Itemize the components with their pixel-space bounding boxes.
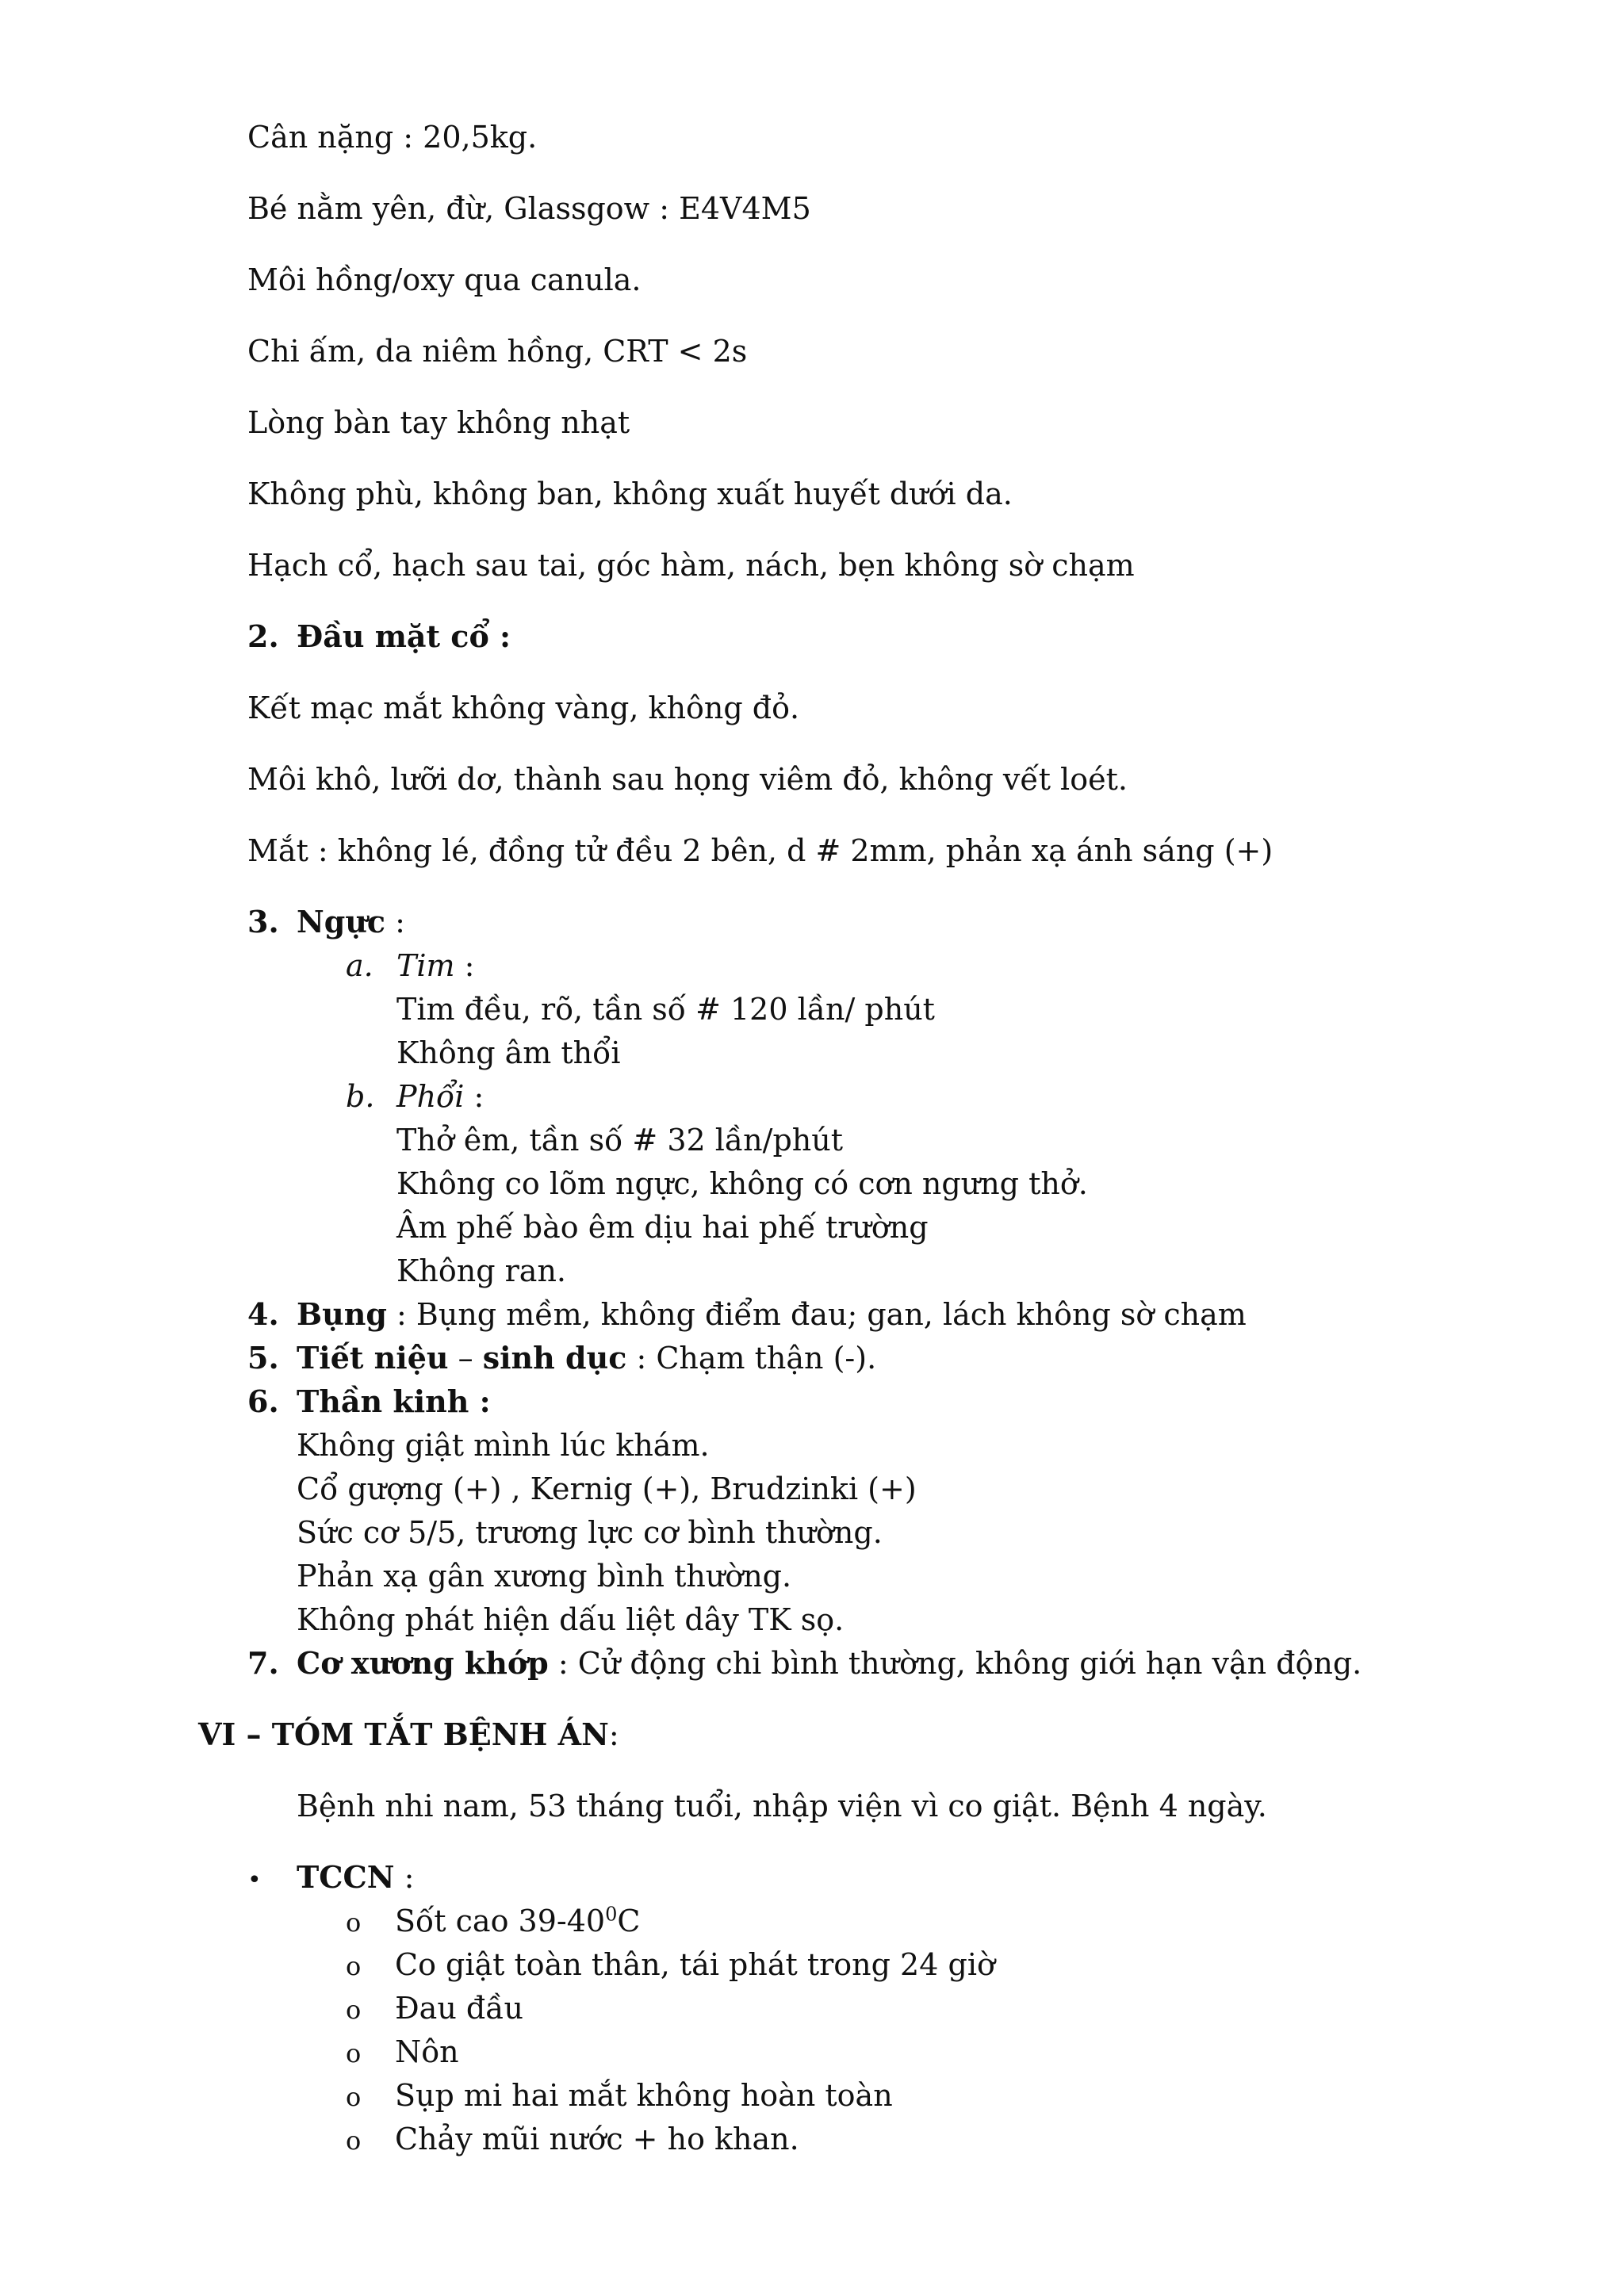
consciousness-line: Bé nằm yên, đừ, Glassgow : E4V4M5: [247, 191, 811, 226]
section-title: Bụng: [297, 1296, 387, 1332]
section-title: Thần kinh :: [297, 1383, 491, 1419]
weight-line: Cân nặng : 20,5kg.: [247, 120, 538, 155]
circle-bullet-icon: o: [346, 1951, 362, 1981]
summary-suffix: :: [608, 1717, 619, 1752]
section-text: : Chạm thận (-).: [626, 1341, 877, 1376]
section-title: Đầu mặt cổ :: [297, 618, 511, 654]
bullet-icon: •: [247, 1866, 262, 1894]
tccn-title: TCCN: [297, 1859, 395, 1895]
section-urogenital: [247, 1336, 876, 1380]
symptom-item: [346, 2117, 799, 2163]
lungs-line: Âm phế bào êm dịu hai phế trường: [396, 1210, 929, 1245]
symptom-text: C: [617, 1904, 641, 1938]
neuro-line: Phản xạ gân xương bình thường.: [297, 1559, 792, 1594]
section-musculo: [247, 1641, 1362, 1686]
section-chest-heading: [247, 900, 405, 944]
summary-title: VI – TÓM TẮT BỆNH ÁN: [198, 1716, 609, 1752]
sub-suffix: :: [464, 1079, 485, 1114]
summary-heading: [198, 1712, 619, 1757]
extremities-line: Chi ấm, da niêm hồng, CRT < 2s: [247, 334, 748, 369]
section-neuro-heading: [247, 1380, 491, 1424]
neuro-line: Không giật mình lúc khám.: [297, 1428, 710, 1463]
sub-title: Phổi: [396, 1079, 465, 1114]
symptom-sup: 0: [605, 1903, 618, 1926]
sub-letter: b.: [346, 1079, 375, 1114]
symptom-item: [346, 1986, 523, 2032]
sub-suffix: :: [454, 948, 475, 983]
symptom-item: [346, 2030, 459, 2076]
symptom-text: Sốt cao 39-40: [395, 1904, 606, 1938]
tccn-heading: [247, 1855, 414, 1903]
palms-line: Lòng bàn tay không nhạt: [247, 405, 630, 440]
lips-line: Môi hồng/oxy qua canula.: [247, 262, 642, 297]
lymph-line: Hạch cổ, hạch sau tai, góc hàm, nách, bẹn không sờ chạm: [247, 548, 1135, 583]
mouth-line: Môi khô, lưỡi dơ, thành sau họng viêm đỏ, không vết loét.: [247, 762, 1128, 797]
circle-bullet-icon: o: [346, 1908, 362, 1938]
symptom-text: Nôn: [395, 2034, 459, 2069]
skin-line: Không phù, không ban, không xuất huyết dưới da.: [247, 476, 1013, 511]
section-title: sinh dục: [482, 1340, 627, 1376]
neuro-line: Sức cơ 5/5, trương lực cơ bình thường.: [297, 1515, 883, 1550]
section-dash: –: [448, 1341, 483, 1376]
section-number: 7.: [247, 1645, 279, 1681]
section-head-heading: [247, 614, 511, 659]
lungs-line: Không co lõm ngực, không có cơn ngưng thở.: [396, 1166, 1088, 1201]
tccn-suffix: :: [394, 1860, 415, 1895]
section-text: : Cử động chi bình thường, không giới hạn vận động.: [548, 1646, 1362, 1681]
lungs-subheading: [346, 1074, 484, 1119]
heart-line: Tim đều, rõ, tần số # 120 lần/ phút: [396, 992, 935, 1027]
circle-bullet-icon: o: [346, 2126, 362, 2156]
section-number: 6.: [247, 1383, 279, 1419]
section-number: 4.: [247, 1296, 279, 1332]
section-title: Tiết niệu: [297, 1340, 449, 1376]
conjunctiva-line: Kết mạc mắt không vàng, không đỏ.: [247, 691, 800, 725]
summary-intro: Bệnh nhi nam, 53 tháng tuổi, nhập viện vì co giật. Bệnh 4 ngày.: [297, 1789, 1267, 1823]
eyes-line: Mắt : không lé, đồng tử đều 2 bên, d # 2mm, phản xạ ánh sáng (+): [247, 833, 1274, 868]
symptom-item: [346, 1899, 640, 1945]
section-suffix: :: [385, 905, 405, 939]
section-number: 5.: [247, 1340, 279, 1376]
symptom-item: [346, 2073, 893, 2119]
lungs-line: Không ran.: [396, 1253, 566, 1288]
section-abdomen: [247, 1292, 1247, 1337]
neuro-line: Cổ gượng (+) , Kernig (+), Brudzinki (+): [297, 1471, 917, 1506]
sub-letter: a.: [346, 948, 373, 983]
section-number: 3.: [247, 904, 279, 939]
section-text: : Bụng mềm, không điểm đau; gan, lách không sờ chạm: [386, 1297, 1247, 1332]
section-number: 2.: [247, 618, 279, 654]
section-title: Cơ xương khớp: [297, 1645, 549, 1681]
section-title: Ngực: [297, 904, 386, 939]
sub-title: Tim: [396, 948, 455, 983]
symptom-text: Sụp mi hai mắt không hoàn toàn: [395, 2078, 893, 2113]
circle-bullet-icon: o: [346, 1995, 362, 2025]
lungs-line: Thở êm, tần số # 32 lần/phút: [396, 1123, 844, 1158]
heart-subheading: [346, 943, 474, 988]
circle-bullet-icon: o: [346, 2082, 362, 2112]
neuro-line: Không phát hiện dấu liệt dây TK sọ.: [297, 1602, 845, 1637]
symptom-item: [346, 1942, 995, 1988]
symptom-text: Co giật toàn thân, tái phát trong 24 giờ: [395, 1947, 995, 1982]
heart-line: Không âm thổi: [396, 1035, 621, 1070]
symptom-text: Đau đầu: [395, 1991, 523, 2026]
circle-bullet-icon: o: [346, 2038, 362, 2068]
symptom-text: Chảy mũi nước + ho khan.: [395, 2122, 799, 2156]
